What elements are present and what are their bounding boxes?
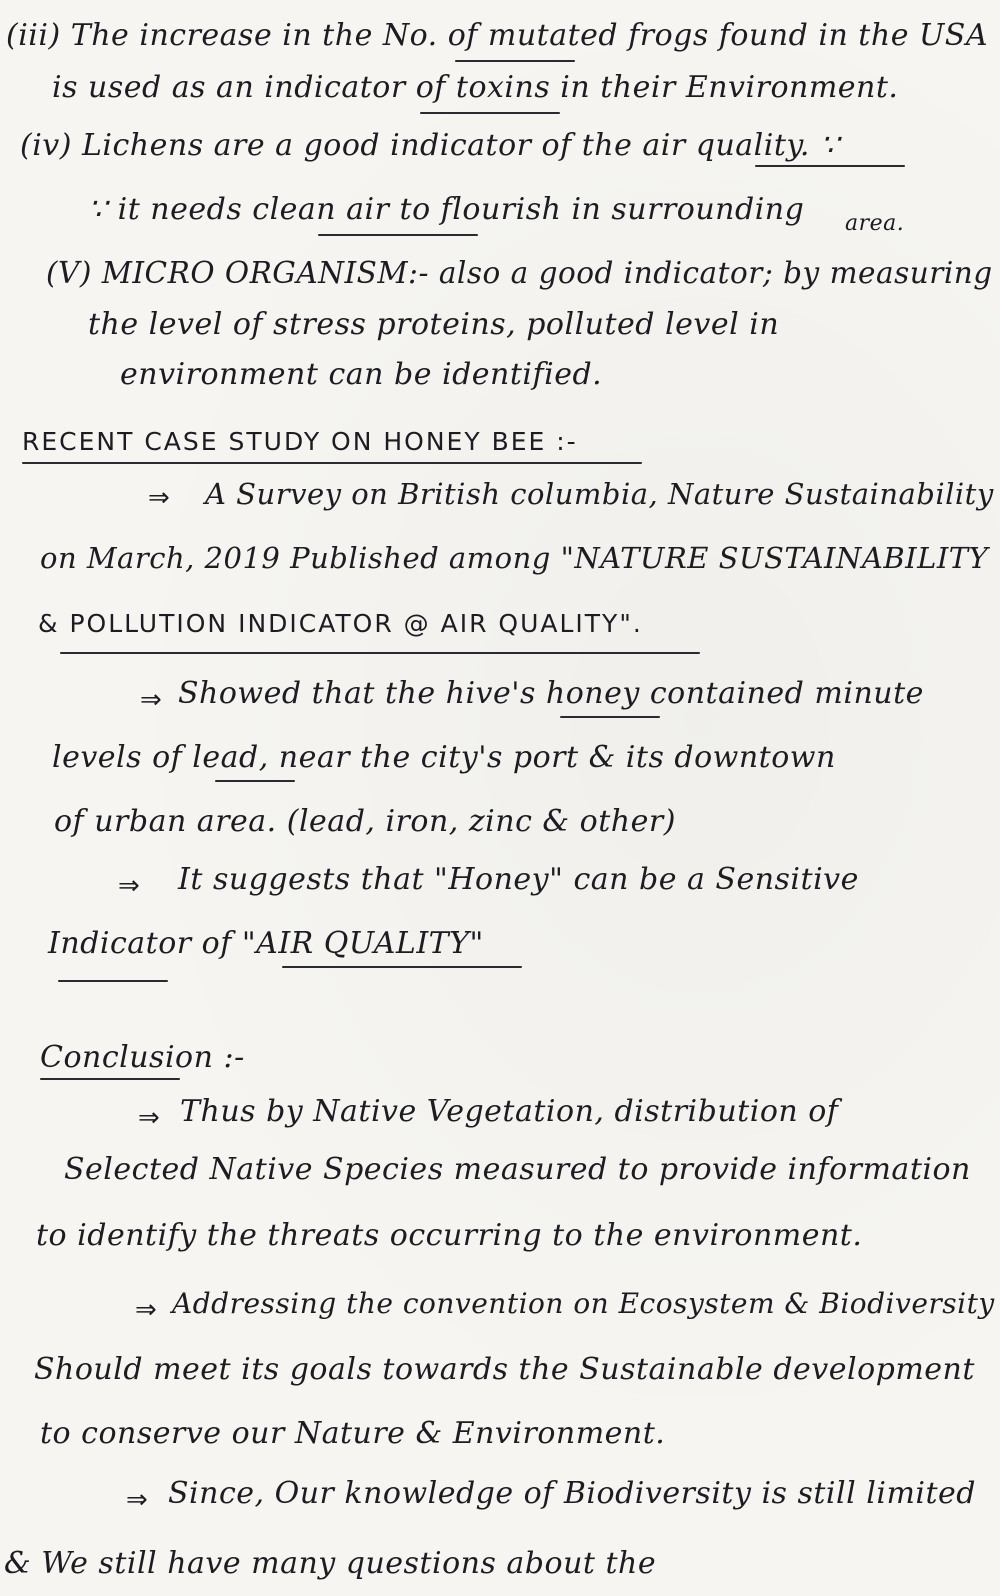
case-study-line-3: & POLLUTION INDICATOR @ AIR QUALITY". [38, 609, 643, 638]
item-iv-line-1: (iv) Lichens are a good indicator of the air quality. ∵ [20, 128, 840, 163]
conclusion-line-4: Addressing the convention on Ecosystem & Biodiversity [172, 1287, 995, 1320]
conclusion-line-3: to identify the threats occurring to the environment. [36, 1218, 863, 1253]
conclusion-line-1: Thus by Native Vegetation, distribution of [180, 1094, 839, 1129]
conclusion-arrow-3: ⇒ [126, 1485, 149, 1515]
item-v-line-2: the level of stress proteins, polluted level in [88, 307, 780, 342]
case-study-heading-underline [22, 462, 642, 464]
case-study-arrow-2: ⇒ [140, 685, 163, 715]
underline-air-quality [755, 165, 905, 167]
conclusion-line-7: Since, Our knowledge of Biodiversity is still limited [168, 1476, 976, 1511]
item-iv-line-2-end: area. [845, 211, 905, 236]
case-study-line-3-underline [60, 652, 700, 654]
case-study-line-4: Showed that the hive's honey contained minute [178, 676, 924, 711]
case-study-line-6: of urban area. (lead, iron, zinc & other) [54, 804, 676, 839]
item-iii-line-1: (iii) The increase in the No. of mutated frogs found in the USA [6, 18, 988, 53]
item-iii-line-2: is used as an indicator of toxins in their Environment. [52, 70, 899, 105]
case-study-line-1: A Survey on British columbia, Nature Sustainability [205, 477, 994, 511]
conclusion-arrow-2: ⇒ [135, 1295, 158, 1325]
conclusion-arrow-1: ⇒ [138, 1103, 161, 1133]
case-study-line-8: Indicator of "AIR QUALITY" [48, 926, 484, 961]
underline-air-quality-2 [282, 966, 522, 968]
case-study-arrow-3: ⇒ [118, 871, 141, 901]
underline-honey [560, 716, 660, 718]
underline-lead [215, 780, 295, 782]
case-study-arrow-1: ⇒ [148, 483, 171, 513]
underline-clean-air [318, 234, 478, 236]
underline-mutated-frogs [455, 60, 575, 62]
case-study-line-5: levels of lead, near the city's port & its downtown [52, 740, 836, 775]
case-study-heading: RECENT CASE STUDY ON HONEY BEE :- [22, 427, 578, 456]
case-study-line-7: It suggests that "Honey" can be a Sensitive [178, 862, 859, 897]
conclusion-line-2: Selected Native Species measured to provide information [64, 1152, 971, 1187]
underline-toxins [420, 112, 560, 114]
case-study-line-2: on March, 2019 Published among "NATURE SUSTAINABILITY [40, 541, 989, 575]
conclusion-line-5: Should meet its goals towards the Sustainable development [34, 1352, 975, 1387]
item-iv-line-2: ∵ it needs clean air to flourish in surrounding [88, 192, 805, 227]
conclusion-heading: Conclusion :- [40, 1040, 245, 1075]
conclusion-heading-underline [40, 1078, 180, 1080]
conclusion-line-6: to conserve our Nature & Environment. [40, 1416, 666, 1451]
item-v-line-3: environment can be identified. [120, 357, 603, 392]
underline-indicator [58, 980, 168, 982]
item-v-line-1: (V) MICRO ORGANISM:- also a good indicator; by measuring [46, 256, 993, 290]
conclusion-line-8: & We still have many questions about the [4, 1546, 657, 1581]
